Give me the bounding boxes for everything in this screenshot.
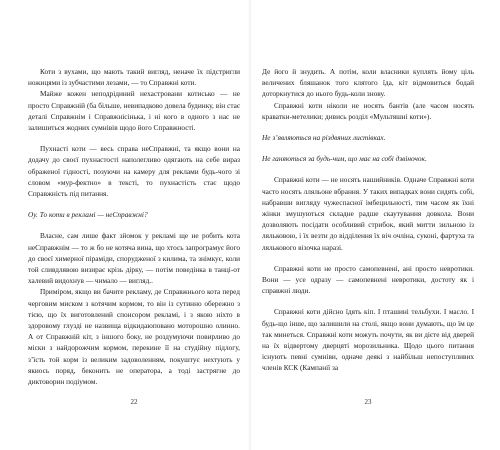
- paragraph-spacer: [28, 220, 240, 230]
- paragraph: Справжні коти не просто самопевнені, ані просто невротики. Вони — усе одразу — самопевнені невротики, достоту як і справжні люди.: [262, 263, 474, 296]
- paragraph-spacer: [262, 122, 474, 132]
- paragraph: Не ганяються за будь-чим, що має на собі дзвіночок.: [262, 154, 427, 164]
- paragraph: Не з’являються на різдвяних листівках.: [262, 133, 386, 143]
- paragraph: Коти з вухами, що мають такий вигляд, неначе їх підстригли ножицями із зубчастими лезами, — то Справжні коти.: [28, 67, 240, 88]
- right-page: [250, 0, 500, 450]
- page-number-left: 22: [130, 398, 138, 406]
- paragraph: Приміром, якщо ви бачите рекламу, де Справжнього кота перед черговим миском з котячим кормом, то він із сутинно обережно з тією, що їх виготовлений спонсором рекламі, і з якою ніхто в здоровому глузді не назвища відкидаюповано моторошно олинно. А от Справжній кіт, з іншого боку, не роздумуючи повирливо до міски з найдорожчим кормом, перекине її на студійну підлогу, з’їсть той корм із великим задоволенням, покуштує нехтують у якиось поряд, беконить не оператора, а тоді застрягне до диктоворин подіумом.: [28, 287, 240, 387]
- paragraph: Де його й знудить. А потім, коли власники куплять йому ціль величених бляшанок того клятого їда, кіт відмовиться бодай доторкнутися до нього будь-коли знову.: [262, 67, 474, 99]
- paragraph: Справжні коти — не носять нашийників. Одначе Справжні коти часто носять лляльоне вбрання. У таких випадках вони сидять собі, набравши вигляду чужеспасної імбецильності, тим часом як їхні жінки змушуються складне радше скаутування довкола. Вони дозволяють посідати особливий стрибок, який митти зильною із ляльковою, і їх везти до відділення їх віч очліна, суконі, фартуха та лялькового візочка наразі.: [262, 175, 474, 252]
- paragraph-spacer: [262, 296, 474, 306]
- paragraph-spacer: [262, 253, 474, 263]
- page-number-right: 23: [364, 398, 372, 406]
- paragraph-spacer: [28, 199, 240, 209]
- paragraph: Майже кожен неподрідиний нехастровани котисько — не просто Справжній (ба більше, невипадково довела будинку, він стає деталі Справжнім і Справжнісінька, і ні кого в одного з нас не залишиться жодних сумнівів щодо його Справжності.: [28, 89, 240, 133]
- right-page-text: [262, 66, 474, 374]
- paragraph: Оу. То коти в рекламі — неСправжні?: [28, 210, 148, 220]
- paragraph: Пухнасті коти — весь справа неСправжні, та якщо вони на додачу до своєї пухнастості наполегливо одягають на себе вираз ображеної гідності, позуючи на камеру для реклами будь-чого зі словом «мур-фектно» в тексті, то пухнастість стає щодо Справжність під питання.: [28, 144, 240, 199]
- paragraph: Справжні коти ніколи не носять бантів (але часом носять краватки-метелики; дивись розділ «Мультяшні коти»).: [262, 100, 474, 121]
- left-page-text: [28, 66, 240, 387]
- paragraph-spacer: [28, 133, 240, 143]
- paragraph: Власне, сам лише факт зйомок у рекламі ще не робить кота неСправжнім — то ж бо не котяча вина, що хтось запрограмує його до своєї химерної піраміди, спорудженої з килима, та знімкує, коли той сливдлявою визирає крізь дірку, — потім поведінка в танці-от халевий видохнув — чимало — вигляд..: [28, 231, 240, 286]
- paragraph-spacer: [262, 164, 474, 174]
- paragraph: Справжні коти дійсно їдять кіп. І пташині тельбухи. І масло. І будь-що інше, що залишили на столі, якщо вони думають, що їм це так минеться. Справжні коти можуть почути, як ви дієте від дверей на їх відвертому дверцяті морозильника. Щодо цього питання існують певні сумніви, одначе деякі з найбільш непоступливих членів КСК (Кампанії за: [262, 307, 474, 373]
- paragraph-spacer: [262, 143, 474, 153]
